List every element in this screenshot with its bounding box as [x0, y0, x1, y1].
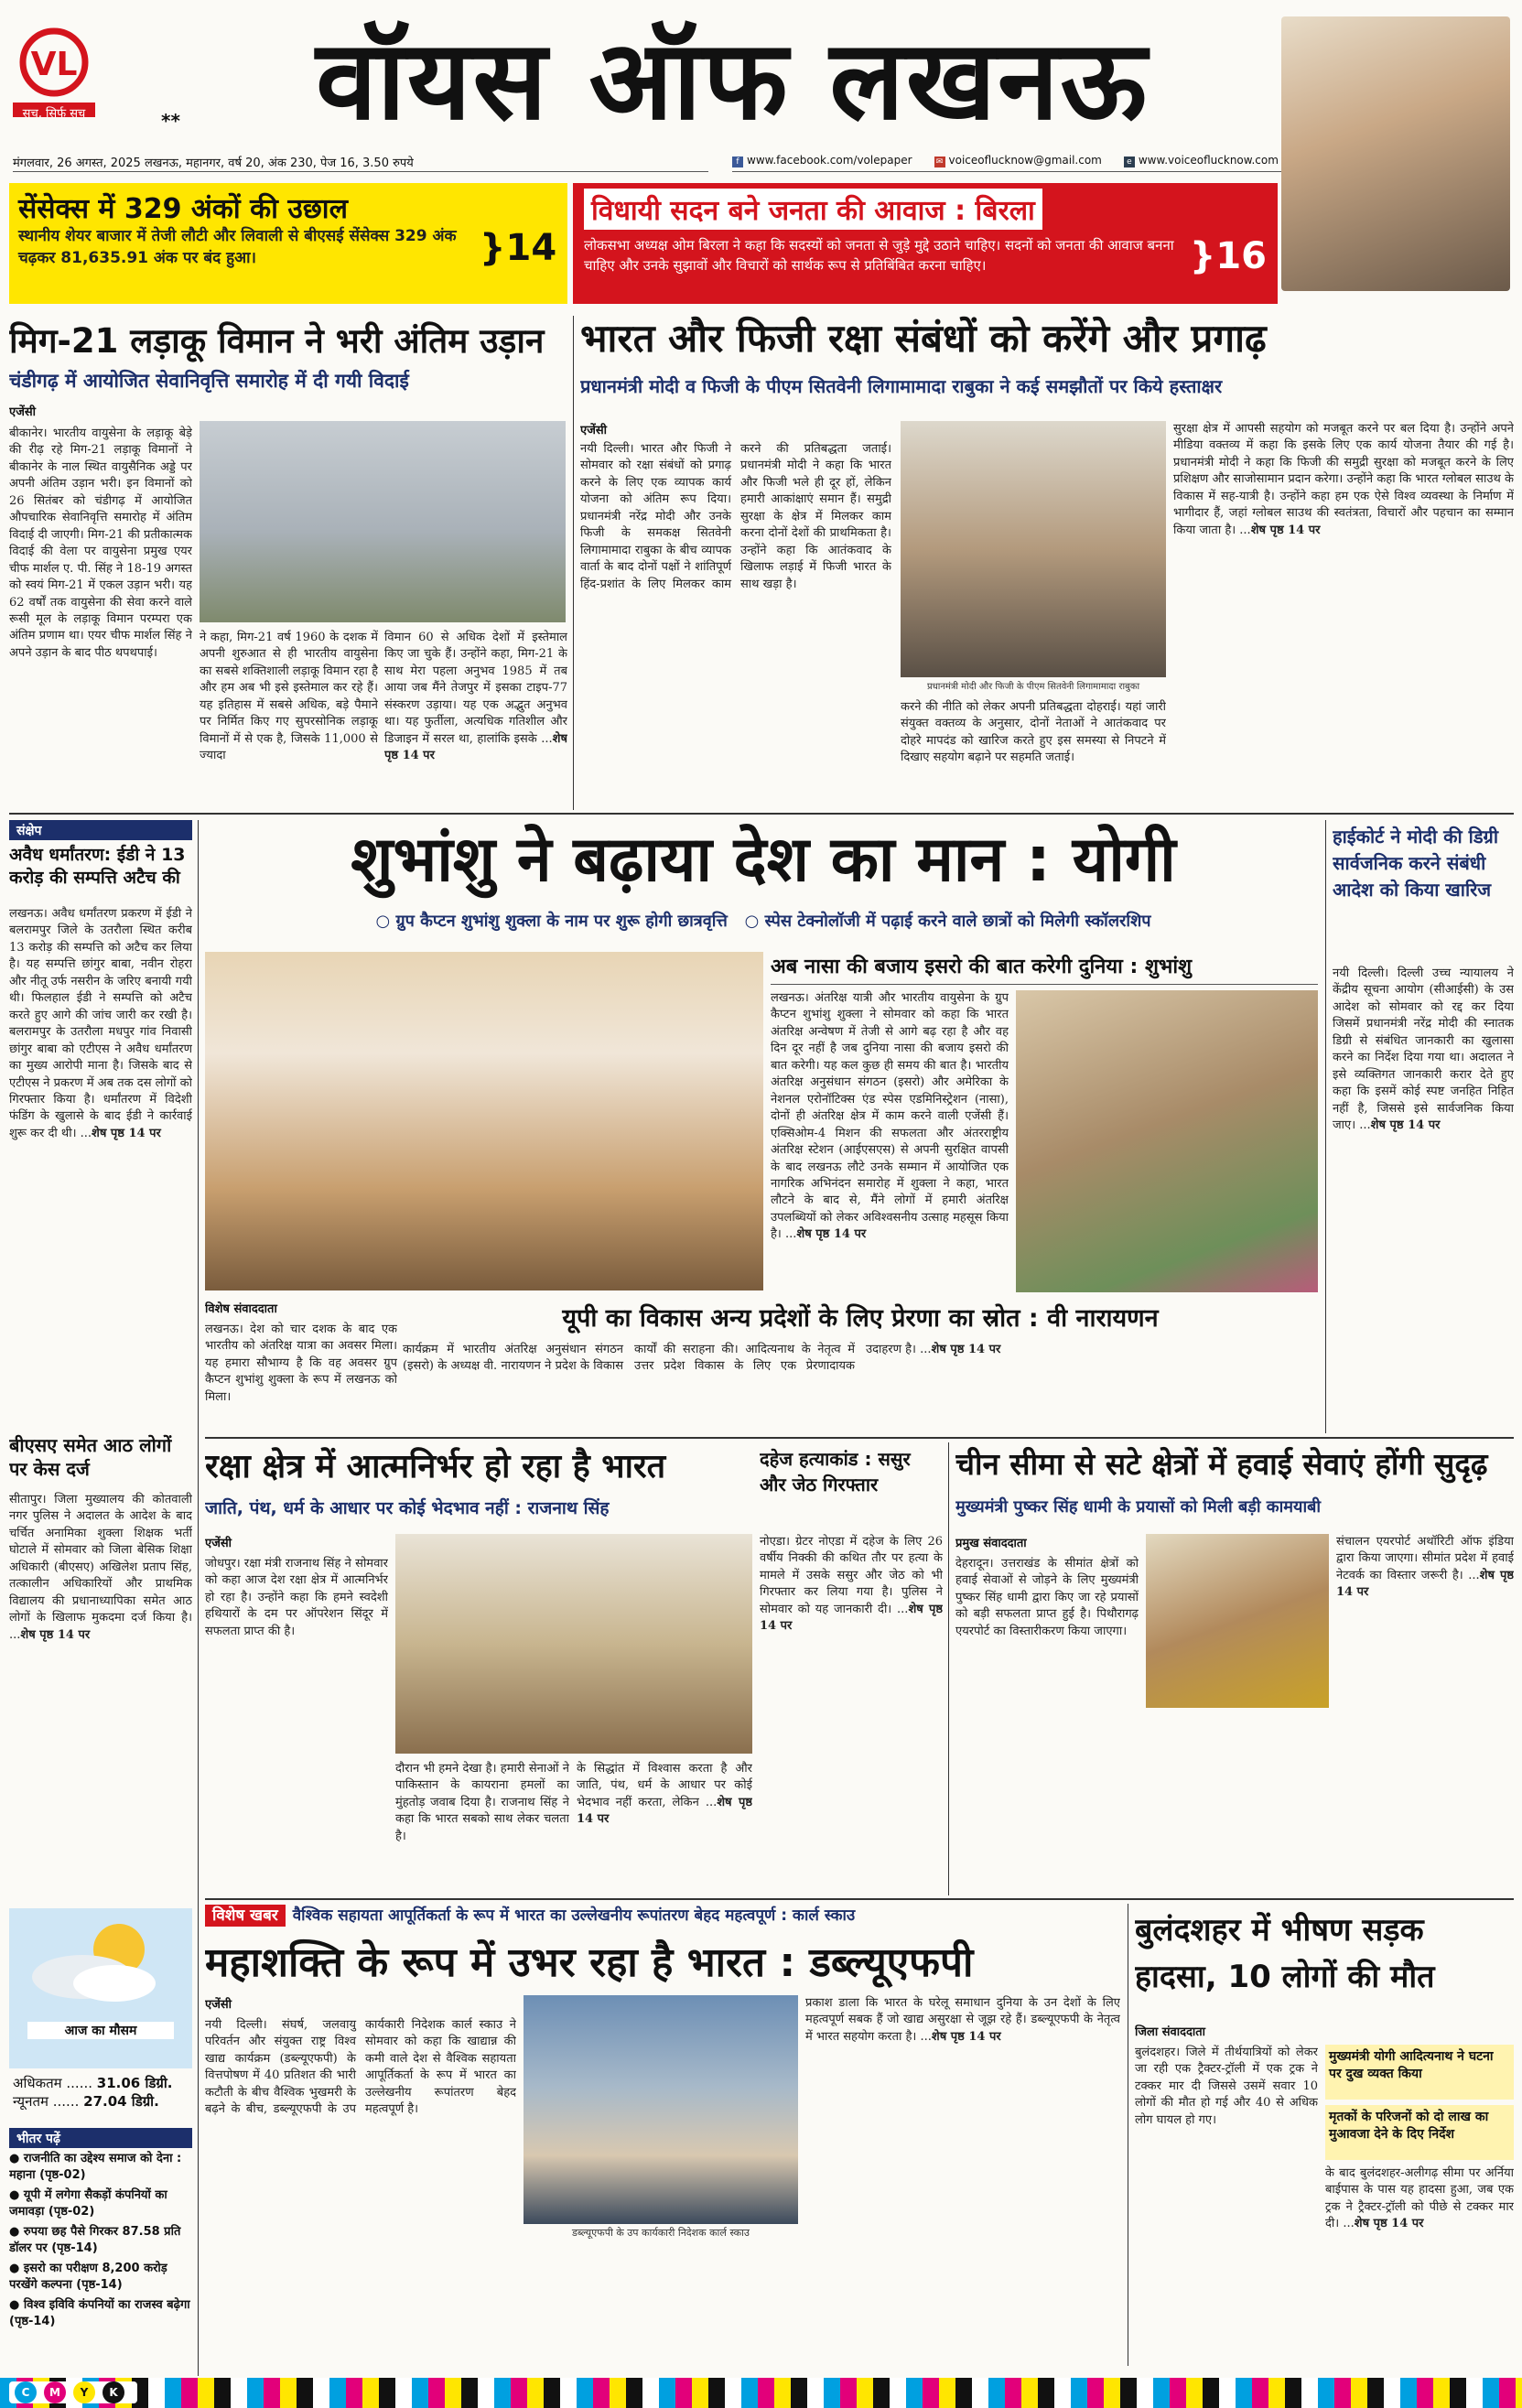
inside-label: भीतर पढ़ें [9, 2128, 192, 2148]
rajnath-body-3: के सिद्धांत में विश्वास करता है और जाति, पंथ, धर्म के आधार पर कोई भेदभाव नहीं करता, लेकिन ...शेष पृष्ठ 14 पर [577, 1762, 752, 1827]
inside-item[interactable]: ● राजनीति का उद्देश्य समाज को देना : महाना (पृष्ठ-02) [9, 2152, 182, 2182]
weather-readings: अधिकतम ...... 31.06 डिग्री. न्यूनतम ...... 27.04 डिग्री. [13, 2075, 173, 2110]
bsa-body: सीतापुर। जिला मुख्यालय की कोतवाली नगर पुलिस ने अदालत के आदेश के बाद चर्चित अनामिका शुक्ला शिक्षक भर्ती घोटाले में सोमवार को जिला बेसिक शिक्षा अधिकारी (बीएसए) अखिलेश प्रताप सिंह, तत्कालीन अधिकारियों और प्राथमिक विद्यालय की प्रधानाध्यापिका समेत आठ लोगों के खिलाफ मुकदमा दर्ज किया है। ...शेष पृष्ठ 14 पर [9, 1493, 192, 1642]
ed-headline[interactable]: अवैध धर्मांतरण: ईडी ने 13 करोड़ की सम्पत्ति अटैच की [9, 845, 186, 888]
inside-item[interactable]: ● रुपया छह पैसे गिरकर 87.58 प्रति डॉलर पर (पृष्ठ-14) [9, 2225, 181, 2255]
facebook-link[interactable]: f www.facebook.com/volepaper [732, 154, 912, 171]
hc-body: नयी दिल्ली। दिल्ली उच्च न्यायालय ने केंद्रीय सूचना आयोग (सीआईसी) के उस आदेश को सोमवार को रद्द कर दिया जिसमें प्रधानमंत्री नरेंद्र मोदी की स्नातक डिग्री से संबंधित जानकारी का खुलासा करने का निर्देश दिया गया था। अदालत ने इसे व्यक्तिगत जानकारी करार देते हुए कहा कि इसमें कोई स्पष्ट जनहित निहित नहीं है, जिससे इसे सार्वजनिक किया जाए। ...शेष पृष्ठ 14 पर [1333, 966, 1514, 1133]
rajnath-body: जोधपुर। रक्षा मंत्री राजनाथ सिंह ने सोमवार को कहा आज देश रक्षा क्षेत्र में आत्मनिर्भर हो रहा है। उन्होंने कहा कि हमने स्वदेशी हथियारों के दम पर ऑपरेशन सिंदूर में सफलता प्राप्त की है। [205, 1557, 388, 1638]
wfp-photo [524, 1995, 798, 2224]
bulandshahr-headline[interactable]: बुलंदशहर में भीषण सड़क हादसा, 10 लोगों की मौत [1135, 1912, 1435, 1995]
wfp-photo-caption: डब्ल्यूएफपी के उप कार्यकारी निदेशक कार्ल स्काउ [572, 2227, 750, 2239]
website-link[interactable]: e www.voiceoflucknow.com [1124, 154, 1279, 171]
china-body: देहरादून। उत्तराखंड के सीमांत क्षेत्रों को हवाई सेवाओं से जोड़ने के लिए मुख्यमंत्री पुष्कर सिंह धामी द्वारा किए जा रहे प्रयासों को बड़ी सफलता प्राप्त हुई है। पिथौरागढ़ एयरपोर्ट का विस्तारीकरण किया जाएगा। [955, 1557, 1139, 1638]
column-divider [573, 316, 574, 810]
inside-item[interactable]: ● विश्व इविवि कंपनियों का राजस्व बढ़ेगा (पृष्ठ-14) [9, 2298, 190, 2328]
tagline: सच, सिर्फ सच [13, 103, 95, 117]
bulandshahr-byline: जिला संवाददाता [1135, 2025, 1206, 2039]
sensex-page-ref: }14 [480, 226, 557, 269]
masthead-stars: ** [161, 110, 180, 132]
dowry-headline[interactable]: दहेज हत्याकांड : ससुर और जेठ गिरफ्तार [760, 1448, 911, 1496]
wfp-body: नयी दिल्ली। संघर्ष, जलवायु परिवर्तन और संयुक्त राष्ट्र विश्व खाद्य कार्यक्रम (डब्ल्यूएफपी) के वित्तपोषण में 40 प्रतिशत की भारी कटौती के बीच वैश्विक भुखमरी के बढ़ने के बीच, डब्ल्यूएफपी के उप कार्यकारी निदेशक कार्ल स्काउ ने सोमवार को कहा कि खाद्यान्न की कमी वाले देश से वैश्विक सहायता आपूर्तिकर्ता के रूप में भारत का उल्लेखनीय रूपांतरण बेहद महत्वपूर्ण है। [205, 2018, 516, 2117]
bulandshahr-more-link[interactable]: शेष पृष्ठ 14 पर [1354, 2217, 1424, 2231]
vn-body: कार्यक्रम में भारतीय अंतरिक्ष अनुसंधान संगठन (इसरो) के अध्यक्ष वी. नारायणन ने प्रदेश के विकास कार्यों की सराहना की। आदित्यनाथ के नेतृत्व में उत्तर प्रदेश विकास के लिए एक प्रेरणादायक उदाहरण है। ...शेष पृष्ठ 14 पर [403, 1343, 1001, 1374]
web-icon: e [1124, 157, 1135, 167]
bsa-headline[interactable]: बीएसए समेत आठ लोगों पर केस दर्ज [9, 1434, 172, 1480]
rajnath-photo [395, 1534, 752, 1754]
cmyk-marks [9, 2381, 137, 2403]
birla-portrait [1281, 16, 1510, 291]
hc-more-link[interactable]: शेष पृष्ठ 14 पर [1370, 1118, 1441, 1133]
bulandshahr-body-2: के बाद बुलंदशहर-अलीगढ़ सीमा पर अर्निया बाईपास के पास यह हादसा हुआ, जब एक ट्रक ने ट्रैक्टर-ट्रॉली को पीछे से टक्कर मार दी। ...शेष पृष्ठ 14 पर [1325, 2166, 1514, 2231]
section-divider [205, 1437, 1514, 1439]
cyan-mark: C [15, 2381, 37, 2403]
fiji-body: नयी दिल्ली। भारत और फिजी ने सोमवार को रक्षा संबंधों को प्रगाढ़ करने के लिए एक व्यापक कार्य योजना को अंतिम रूप दिया। प्रधानमंत्री नरेंद्र मोदी और उनके फिजी के समकक्ष सितवेनी लिगामामादा राबुका के बीच व्यापक वार्ता के बाद दोनों पक्षों ने शांतिपूर्ण हिंद-प्रशांत के लिए मिलकर काम करने की प्रतिबद्धता जताई। प्रधानमंत्री मोदी ने कहा कि भारत और फिजी भले ही दूर हों, लेकिन हमारी आकांक्षाएं समान हैं। समुद्री सुरक्षा के क्षेत्र में मिलकर काम करना दोनों देशों की प्राथमिकता है। उन्होंने कहा कि आतंकवाद के खिलाफ लड़ाई में फिजी भारत के साथ खड़ा है। [580, 442, 891, 591]
sensex-headline: सेंसेक्स में 329 अंकों की उछाल [18, 193, 348, 225]
mig-more-link[interactable]: शेष पृष्ठ 14 पर [384, 731, 567, 763]
logo [13, 26, 95, 117]
hc-headline[interactable]: हाईकोर्ट ने मोदी की डिग्री सार्वजनिक करने संबंधी आदेश को किया खारिज [1333, 826, 1499, 901]
column-divider [198, 820, 199, 2376]
partly-cloudy-icon [9, 1908, 192, 2018]
shubhanshu-body: लखनऊ। देश को चार दशक के बाद एक भारतीय को अंतरिक्ष यात्रा का अवसर मिला। यह हमारा सौभाग्य है कि वह अवसर ग्रुप कैप्टन शुभांशु शुक्ला के रूप में लखनऊ को मिला। [205, 1323, 397, 1404]
column-divider [948, 1442, 949, 1895]
mig-body-3: विमान 60 से अधिक देशों में इस्तेमाल किए जा चुके हैं। उन्होंने कहा, मिग-21 के साथ मेरा पहला अनुभव 1985 में तब आया जब मैंने तेजपुर में इसका टाइप-77 संस्करण उड़ाया। यह एक अद्भुत अनुभव था। यह फुर्तीला, अत्यधिक गतिशील और डिजाइन में सरल था, हालांकि इसके ...शेष पृष्ठ 14 पर [384, 631, 567, 763]
birla-page-ref: }16 [1189, 235, 1267, 277]
mig-photo [200, 421, 566, 622]
footer-strip [0, 2378, 1522, 2408]
inside-item[interactable]: ● यूपी में लगेगा सैकड़ों कंपनियों का जमावड़ा (पृष्ठ-02) [9, 2188, 167, 2219]
fiji-headline[interactable]: भारत और फिजी रक्षा संबंधों को करेंगे और प्रगाढ़ [580, 316, 1267, 361]
sensex-teaser[interactable] [9, 183, 567, 304]
bulandshahr-highlight-1: मुख्यमंत्री योगी आदित्यनाथ ने घटना पर दुख व्यक्त किया [1325, 2045, 1514, 2100]
wfp-kicker: विशेष खबर वैश्विक सहायता आपूर्तिकर्ता के रूप में भारत का उल्लेखनीय रूपांतरण बेहद महत्वपूर्ण : कार्ल स्काउ [205, 1904, 1120, 1929]
vn-more-link[interactable]: शेष पृष्ठ 14 पर [931, 1343, 1001, 1356]
logo-mark-icon [13, 26, 95, 97]
dhami-photo [1146, 1534, 1329, 1708]
fiji-body-3: सुरक्षा क्षेत्र में आपसी सहयोग को मजबूत करने पर बल दिया है। उन्होंने अपने मीडिया वक्तव्य में कहा कि इसके लिए एक कार्य योजना तैयार की गई है। प्रधानमंत्री मोदी ने कहा कि फिजी की समुद्री सुरक्षा को मजबूत करने के लिए प्रशिक्षण और साजोसामान प्रदान करेगा। उन्होंने कहा कि भारत ग्लोबल साउथ के विकास में सह-यात्री है। उन्होंने कहा हम एक ऐसे विश्व व्यवस्था के निर्माण में भागीदार हैं, जहां ग्लोबल साउथ की स्वतंत्रता, विचारों और पहचान का सम्मान किया जाता है। ...शेष पृष्ठ 14 पर [1173, 422, 1514, 537]
mig-byline: एजेंसी [9, 405, 36, 419]
dowry-more-link[interactable]: शेष पृष्ठ 14 पर [760, 1602, 943, 1634]
sensex-text: स्थानीय शेयर बाजार में तेजी लौटी और लिवाली से बीएसई सेंसेक्स 329 अंक चढ़कर 81,635.91 अंक पर बंद हुआ। [18, 227, 457, 267]
fiji-body-2: करने की नीति को लेकर अपनी प्रतिबद्धता दोहराई। यहां जारी संयुक्त वक्तव्य के अनुसार, दोनों नेताओं ने आतंकवाद पर दोहरे मापदंड को खारिज करते हुए इस समस्या से निपटने में दिखाए सहयोग बढ़ाने पर सहमति जताई। [901, 700, 1166, 765]
weather-label: आज का मौसम [27, 2022, 174, 2039]
bulandshahr-highlight-2: मृतकों के परिजनों को दो लाख का मुआवजा देने के दिए निर्देश [1325, 2105, 1514, 2160]
rajnath-subhead: जाति, पंथ, धर्म के आधार पर कोई भेदभाव नहीं : राजनाथ सिंह [205, 1498, 610, 1518]
china-more-link[interactable]: शेष पृष्ठ 14 पर [1336, 1568, 1514, 1600]
shubhanshu-crowd-photo [1016, 990, 1318, 1292]
ed-body: लखनऊ। अवैध धर्मांतरण प्रकरण में ईडी ने बलरामपुर जिले के उतरौला स्थित करीब 13 करोड़ की सम्पत्ति को अटैच कर लिया है। यह सम्पत्ति छांगुर बाबा, नवीन रोहरा और नीतू उर्फ नसरीन के जरिए बनायी गयी थी। फिलहाल ईडी ने सम्पत्ति को अटैच करते हुए आगे की जांच जारी कर रखी है। बलरामपुर के उतरौला मधपुर गांव निवासी छांगुर बाबा को एटीएस ने अवैध धर्मांतरण का मुख्य आरोपी माना है। जिसके बाद से एटीएस ने प्रकरण में अब तक दस लोगों को गिरफ्तार किया है। धर्मांतरण में विदेशी फंडिंग के खुलासे के बाद ईडी ने कार्रवाई शुरू कर दी थी। ...शेष पृष्ठ 14 पर [9, 907, 192, 1140]
vn-headline[interactable]: यूपी का विकास अन्य प्रदेशों के लिए प्रेरणा का स्रोत : वी नारायणन [562, 1304, 1159, 1333]
isro-body: लखनऊ। अंतरिक्ष यात्री और भारतीय वायुसेना के ग्रुप कैप्टन शुभांशु शुक्ला ने सोमवार को कहा कि भारत अंतरिक्ष अन्वेषण में तेजी से आगे बढ़ रहा है और वह दिन दूर नहीं है जब दुनिया नासा की बजाय इसरो की बात करेगी। यह कल कुछ ही समय की बात है। भारतीय अंतरिक्ष अनुसंधान संगठन (इसरो) और अमेरिका के नेशनल एरोनॉटिक्स एंड स्पेस एडमिनिस्ट्रेशन (नासा), दोनों ही अंतरिक्ष क्षेत्र में काम करने वाली एजेंसी हैं। एक्सिओम-4 मिशन की सफलता और अंतरराष्ट्रीय अंतरिक्ष स्टेशन (आईएसएस) से अपनी सुरक्षित वापसी के बाद लखनऊ लौटे उनके सम्मान में आयोजित एक नागरिक अभिनंदन समारोह में शुक्ला ने कहा, भारत लौटने के बाद से, मैंने लोगों में हमारी अंतरिक्ष उपलब्धियों को लेकर अविश्वसनीय उत्साह महसूस किया है। ...शेष पृष्ठ 14 पर [771, 991, 1009, 1242]
china-body-2: संचालन एयरपोर्ट अथॉरिटी ऑफ इंडिया द्वारा किया जाएगा। सीमांत प्रदेश में हवाई नेटवर्क का विस्तार जरूरी है। ...शेष पृष्ठ 14 पर [1336, 1535, 1514, 1600]
inside-list [9, 2151, 192, 2370]
black-mark: K [103, 2381, 124, 2403]
social-links [732, 154, 1281, 172]
shubhanshu-main-photo [205, 952, 763, 1290]
max-temp: 31.06 डिग्री. [96, 2075, 173, 2091]
rajnath-headline[interactable]: रक्षा क्षेत्र में आत्मनिर्भर हो रहा है भारत [205, 1448, 666, 1485]
fiji-subhead: प्रधानमंत्री मोदी व फिजी के पीएम सितवेनी लिगामामादा राबुका ने कई समझौतों पर किये हस्ताक्षर [580, 375, 1223, 397]
dateline: मंगलवार, 26 अगस्त, 2025 लखनऊ, महानगर, वर्ष 20, अंक 230, पेज 16, 3.50 रुपये [13, 154, 708, 172]
section-divider [205, 1898, 1514, 1900]
email-link[interactable]: ✉ voiceoflucknow@gmail.com [934, 154, 1102, 171]
rajnath-more-link[interactable]: शेष पृष्ठ 14 पर [577, 1795, 752, 1827]
birla-teaser[interactable] [573, 183, 1278, 304]
email-icon: ✉ [934, 157, 945, 167]
china-byline: प्रमुख संवाददाता [955, 1537, 1027, 1550]
mig-headline[interactable]: मिग-21 लड़ाकू विमान ने भरी अंतिम उड़ान [9, 321, 545, 361]
shubhanshu-byline: विशेष संवाददाता [205, 1302, 277, 1316]
china-headline[interactable]: चीन सीमा से सटे क्षेत्रों में हवाई सेवाएं होंगी सुदृढ़ [955, 1446, 1488, 1482]
facebook-icon: f [732, 157, 743, 167]
dowry-body: नोएडा। ग्रेटर नोएडा में दहेज के लिए 26 वर्षीय निक्की की कथित तौर पर हत्या के मामले में उसके ससुर और जेठ को भी गिरफ्तार कर लिया गया है। पुलिस ने सोमवार को यह जानकारी दी। ...शेष पृष्ठ 14 पर [760, 1535, 943, 1634]
birla-text: लोकसभा अध्यक्ष ओम बिरला ने कहा कि सदस्यों को जनता से जुड़े मुद्दे उठाने चाहिए। सदनों को जनता की आवाज बनना चाहिए और उनके सुझावों और विचारों को सार्थक रूप से प्रतिबिंबित करना चाहिए। [584, 237, 1174, 274]
fiji-more-link[interactable]: शेष पृष्ठ 14 पर [1250, 523, 1321, 537]
fiji-photo-caption: प्रधानमंत्री मोदी और फिजी के पीएम सितवेनी लिगामामादा राबुका [926, 682, 1140, 692]
bulandshahr-body: बुलंदशहर। जिले में तीर्थयात्रियों को लेकर जा रही एक ट्रैक्टर-ट्रॉली में एक ट्रक ने टक्कर मार दी जिससे उसमें सवार 10 लोगों की मौत हो गई और 40 से अधिक लोग घायल हो गए। [1135, 2046, 1318, 2127]
weather-box [9, 1908, 192, 2068]
fiji-photo [901, 421, 1166, 677]
fiji-byline: एजेंसी [580, 424, 607, 437]
column-divider [1325, 820, 1326, 1433]
inside-item[interactable]: ● इसरो का परीक्षण 8,200 करोड़ परखेंगे कल्पना (पृष्ठ-14) [9, 2262, 167, 2292]
brief-label: संक्षेप [9, 820, 192, 840]
special-label: विशेष खबर [205, 1905, 286, 1927]
wfp-more-link[interactable]: शेष पृष्ठ 14 पर [931, 2029, 1001, 2044]
china-subhead: मुख्यमंत्री पुष्कर सिंह धामी के प्रयासों को मिली बड़ी कामयाबी [955, 1497, 1322, 1517]
masthead-title: वॉयस ऑफ लखनऊ [316, 17, 1149, 145]
shubhanshu-subheads: ○ ग्रुप कैप्टन शुभांशु शुक्ला के नाम पर शुरू होगी छात्रवृत्ति ○ स्पेस टेक्नोलॉजी में पढ़ाई करने वाले छात्रों को मिलेगी स्कॉलरशिप [375, 912, 1151, 931]
wfp-headline[interactable]: महाशक्ति के रूप में उभर रहा है भारत : डब्ल्यूएफपी [205, 1939, 974, 1986]
min-temp: 27.04 डिग्री. [83, 2093, 159, 2110]
rajnath-body-2: दौरान भी हमने देखा है। हमारी सेनाओं ने पाकिस्तान के कायराना हमलों का मुंहतोड़ जवाब दिया है। राजनाथ सिंह ने कहा कि भारत सबको साथ लेकर चलता है। [395, 1762, 569, 1843]
birla-headline: विधायी सदन बने जनता की आवाज : बिरला [584, 189, 1042, 230]
yellow-mark: Y [73, 2381, 95, 2403]
logo-letters: VL [30, 46, 78, 83]
isro-headline[interactable]: अब नासा की बजाय इसरो की बात करेगी दुनिया : शुभांशु [771, 952, 1318, 985]
mig-body-2: ने कहा, मिग-21 वर्ष 1960 के दशक में अपनी शुरुआत से ही भारतीय वायुसेना का सबसे शक्तिशाली लड़ाकू विमान रहा है और हम अब भी इसे इस्तेमाल कर रहे हैं। यह इतिहास में सबसे अधिक, बड़े पैमाने पर निर्मित किए गए सुपरसोनिक लड़ाकू विमानों में से एक है, जिसके 11,000 से ज्यादा [200, 631, 378, 763]
rajnath-byline: एजेंसी [205, 1537, 232, 1550]
mig-body: बीकानेर। भारतीय वायुसेना के लड़ाकू बेड़े की रीढ़ रहे मिग-21 लड़ाकू विमानों ने बीकानेर के नाल स्थित वायुसैनिक अड्डे पर अपनी अंतिम उड़ान भरी। इन विमानों को 26 सितंबर को चंडीगढ़ में आयोजित औपचारिक सेवानिवृत्ति समारोह में अंतिम विदाई दी जाएगी। मिग-21 की प्रतीकात्मक विदाई की वेला पर वायुसेना प्रमुख एयर चीफ मार्शल ए. पी. सिंह ने 18-19 अगस्त को स्वयं मिग-21 में एकल उड़ान भरी। यह 62 वर्षों तक वायुसेना की सेवा करने वाले रूसी मूल के लड़ाकू विमान परम्परा एक अंतिम प्रणाम था। एयर चीफ मार्शल सिंह ने अपने उड़ान के बाद पीठ थपथपाई। [9, 427, 192, 660]
isro-more-link[interactable]: शेष पृष्ठ 14 पर [796, 1227, 867, 1242]
mig-subhead: चंडीगढ़ में आयोजित सेवानिवृत्ति समारोह में दी गयी विदाई [9, 370, 409, 392]
wfp-byline: एजेंसी [205, 1998, 232, 2012]
magenta-mark: M [44, 2381, 66, 2403]
wfp-body-2: प्रकाश डाला कि भारत के घरेलू समाधान दुनिया के उन देशों के लिए महत्वपूर्ण सबक हैं जो खाद्य असुरक्षा से जूझ रहे हैं। डब्ल्यूएफपी के नेतृत्व में भारत सहयोग करता है। ...शेष पृष्ठ 14 पर [805, 1996, 1120, 2044]
bsa-more-link[interactable]: शेष पृष्ठ 14 पर [20, 1627, 91, 1642]
ed-more-link[interactable]: शेष पृष्ठ 14 पर [92, 1126, 161, 1140]
shubhanshu-headline[interactable]: शुभांशु ने बढ़ाया देश का मान : योगी [351, 824, 1176, 896]
